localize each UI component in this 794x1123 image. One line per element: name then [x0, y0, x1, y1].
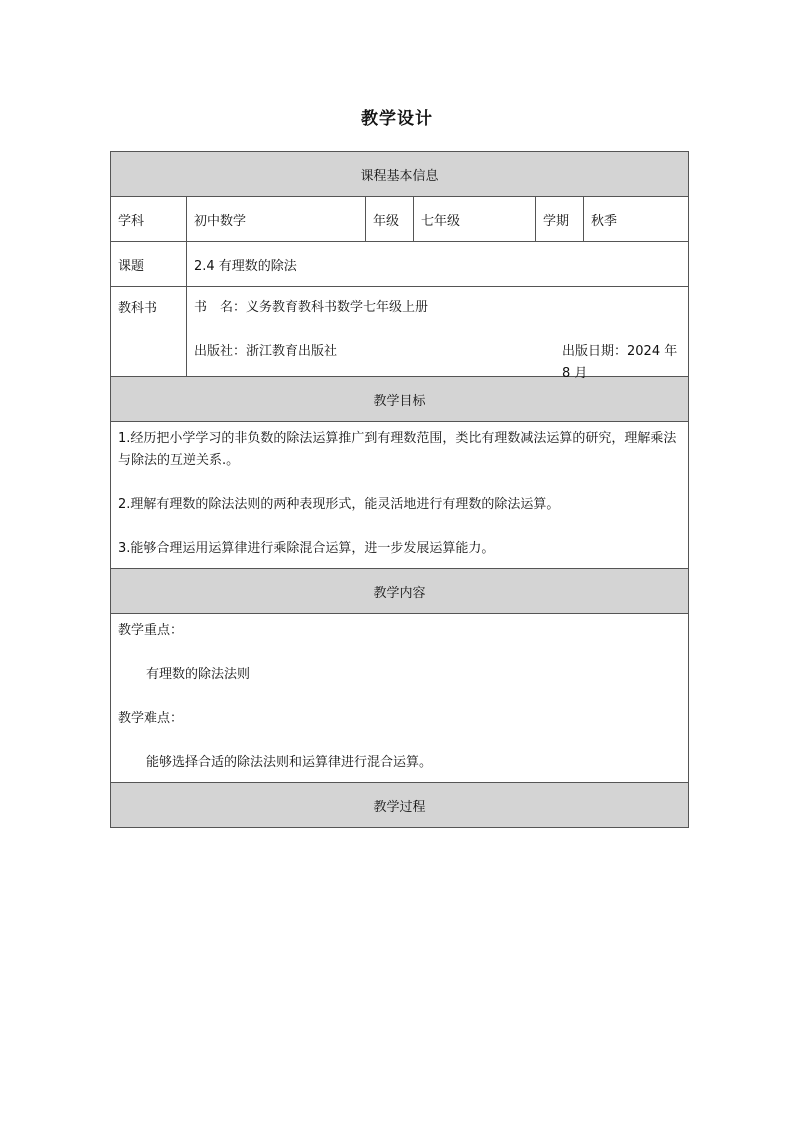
basic-info-header-row: [111, 152, 689, 197]
difficulty-label: 教学难点：: [118, 711, 184, 726]
term-label: 学期: [536, 197, 584, 242]
goal-item: 1.经历把小学学习的非负数的除法运算推广到有理数范围，类比有理数减法运算的研究，理解乘法与除法的互逆关系.。: [118, 431, 677, 468]
difficulty-value: 能够选择合适的除法法则和运算律进行混合运算。: [146, 755, 433, 770]
goals-row: [111, 422, 689, 569]
process-header: 教学过程: [111, 783, 689, 828]
publish-date: 出版日期：2024 年 8 月: [562, 344, 678, 381]
textbook-label: 教科书: [111, 287, 187, 377]
goal-item: 2.理解有理数的除法法则的两种表现形式，能灵活地进行有理数的除法运算。: [118, 497, 560, 512]
grade-value: 七年级: [414, 197, 536, 242]
textbook-details: [187, 287, 689, 381]
goal-item: 3.能够合理运用运算律进行乘除混合运算，进一步发展运算能力。: [118, 541, 495, 556]
subject-row: [111, 197, 689, 242]
goals-list: [111, 422, 689, 569]
process-header-row: [111, 783, 689, 828]
grade-label: 年级: [366, 197, 414, 242]
key-point-label: 教学重点：: [118, 623, 184, 638]
key-point-value: 有理数的除法法则: [146, 667, 251, 682]
goals-header: 教学目标: [111, 377, 689, 422]
topic-label: 课题: [111, 242, 187, 287]
subject-value: 初中数学: [187, 197, 366, 242]
subject-label: 学科: [111, 197, 187, 242]
topic-value: 2.4 有理数的除法: [187, 242, 689, 287]
document-title: 教学设计: [361, 109, 433, 129]
lesson-plan-table: [110, 151, 689, 828]
content-body: [111, 614, 689, 783]
textbook-name: 书 名：义务教育教科书数学七年级上册: [194, 300, 429, 315]
content-header-row: [111, 569, 689, 614]
basic-info-header: 课程基本信息: [111, 152, 689, 197]
content-header: 教学内容: [111, 569, 689, 614]
term-value: 秋季: [584, 197, 689, 242]
publisher-line: [194, 341, 681, 381]
topic-row: [111, 242, 689, 287]
textbook-row: [111, 287, 689, 377]
publisher: 出版社：浙江教育出版社: [194, 344, 338, 359]
content-row: [111, 614, 689, 783]
